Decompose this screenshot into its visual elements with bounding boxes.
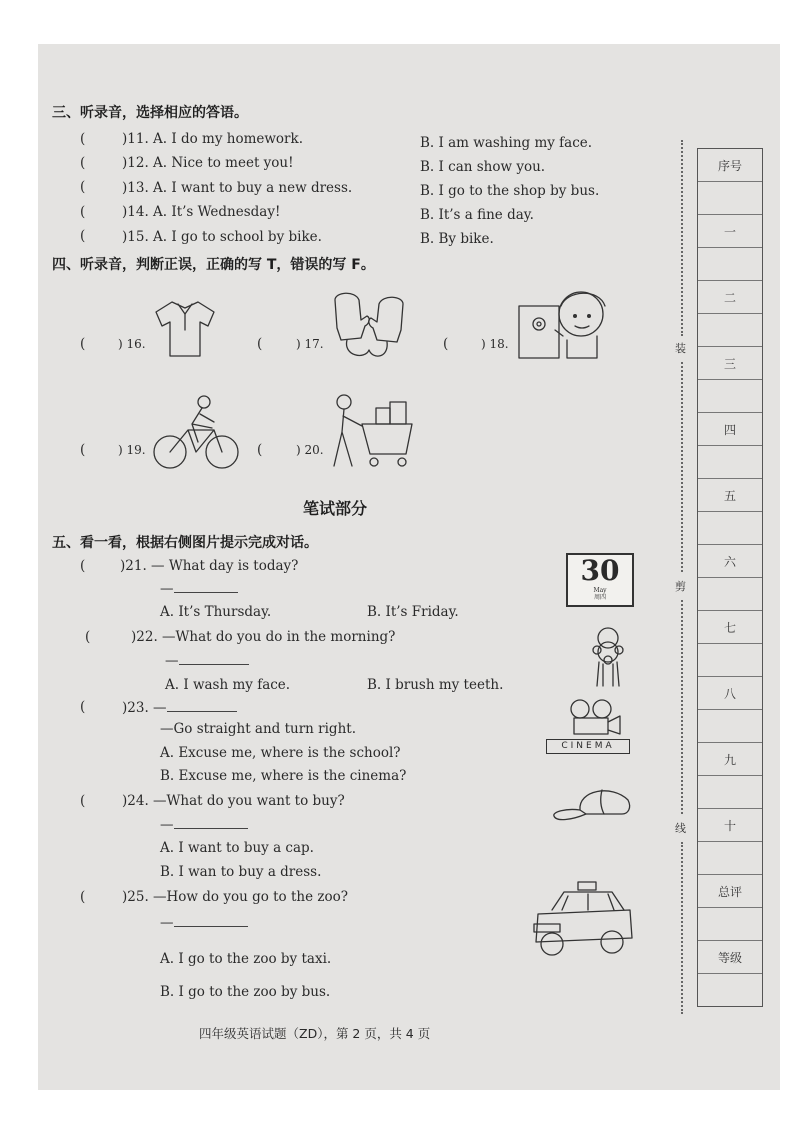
item-19-number: ) 19. bbox=[118, 443, 146, 457]
cut-line-lower bbox=[681, 600, 683, 814]
option-22-b: B. I brush my teeth. bbox=[367, 677, 504, 693]
score-cell bbox=[698, 578, 762, 611]
question-13: )13. A. I want to buy a new dress. bbox=[122, 180, 353, 196]
score-cell bbox=[698, 512, 762, 545]
answer-paren-11: ( bbox=[80, 131, 86, 147]
score-row-label: 五 bbox=[698, 479, 762, 512]
question-23-text: )23. — bbox=[122, 700, 167, 716]
girl-washing-face-icon bbox=[585, 626, 631, 688]
answer-paren-13: ( bbox=[80, 179, 86, 195]
option-15-b: B. By bike. bbox=[420, 231, 494, 247]
cap-icon bbox=[552, 784, 632, 830]
score-cell bbox=[698, 380, 762, 413]
score-row-label: 七 bbox=[698, 611, 762, 644]
answer-paren-24: ( bbox=[80, 793, 86, 809]
cut-label-3: 线 bbox=[675, 822, 686, 835]
score-row-label: 六 bbox=[698, 545, 762, 578]
score-cell bbox=[698, 908, 762, 941]
cut-line-middle bbox=[681, 362, 683, 572]
answer-line-21 bbox=[160, 580, 238, 597]
total-score-label: 总评 bbox=[698, 875, 762, 908]
calendar-day: 30 bbox=[580, 554, 620, 587]
option-23-b: B. Excuse me, where is the cinema? bbox=[160, 768, 407, 784]
question-11: )11. A. I do my homework. bbox=[122, 131, 303, 147]
question-14: )14. A. It’s Wednesday! bbox=[122, 204, 281, 220]
option-23-a: A. Excuse me, where is the school? bbox=[160, 745, 401, 761]
mittens-icon bbox=[325, 290, 413, 362]
item-16-number: ) 16. bbox=[118, 337, 146, 351]
answer-paren-18: ( bbox=[443, 336, 449, 352]
option-14-b: B. It’s a fine day. bbox=[420, 207, 534, 223]
answer-paren-23: ( bbox=[80, 699, 86, 715]
answer-paren-21: ( bbox=[80, 558, 86, 574]
question-21: )21. — What day is today? bbox=[120, 558, 299, 574]
dash-24: — bbox=[160, 817, 174, 833]
boy-drawing-icon bbox=[515, 284, 615, 364]
question-25: )25. —How do you go to the zoo? bbox=[122, 889, 348, 905]
score-row-label: 一 bbox=[698, 215, 762, 248]
blank-21 bbox=[174, 580, 238, 593]
option-25-a: A. I go to the zoo by taxi. bbox=[160, 951, 332, 967]
cinema-sign: CINEMA bbox=[546, 739, 630, 754]
dash-25: — bbox=[160, 915, 174, 931]
score-cell bbox=[698, 842, 762, 875]
answer-paren-16: ( bbox=[80, 336, 86, 352]
cut-label-2: 剪 bbox=[675, 580, 686, 593]
score-row-label: 九 bbox=[698, 743, 762, 776]
taxi-icon bbox=[532, 880, 636, 962]
question-15: )15. A. I go to school by bike. bbox=[122, 229, 322, 245]
score-cell bbox=[698, 182, 762, 215]
score-cell bbox=[698, 248, 762, 281]
score-cell bbox=[698, 776, 762, 809]
answer-paren-20: ( bbox=[257, 442, 263, 458]
score-cell bbox=[698, 446, 762, 479]
option-12-b: B. I can show you. bbox=[420, 159, 546, 175]
answer-paren-17: ( bbox=[257, 336, 263, 352]
written-section-heading: 笔试部分 bbox=[303, 499, 368, 518]
item-17-number: ) 17. bbox=[296, 337, 324, 351]
reply-23: —Go straight and turn right. bbox=[160, 721, 356, 737]
question-12: )12. A. Nice to meet you! bbox=[122, 155, 294, 171]
item-18-number: ) 18. bbox=[481, 337, 509, 351]
answer-paren-12: ( bbox=[80, 155, 86, 171]
section3-title: 三、听录音，选择相应的答语。 bbox=[52, 105, 248, 121]
score-cell bbox=[698, 974, 762, 1006]
grade-label: 等级 bbox=[698, 941, 762, 974]
option-21-a: A. It’s Thursday. bbox=[160, 604, 272, 620]
section5-title: 五、看一看，根据右侧图片提示完成对话。 bbox=[52, 535, 318, 551]
calendar-month: May bbox=[593, 587, 607, 594]
blank-25 bbox=[174, 914, 248, 927]
blank-24 bbox=[174, 816, 248, 829]
option-22-a: A. I wash my face. bbox=[165, 677, 291, 693]
score-row-label: 三 bbox=[698, 347, 762, 380]
answer-line-24 bbox=[160, 816, 248, 833]
cut-label-1: 装 bbox=[675, 342, 686, 355]
answer-paren-19: ( bbox=[80, 442, 86, 458]
score-table bbox=[697, 148, 763, 1007]
option-24-b: B. I wan to buy a dress. bbox=[160, 864, 322, 880]
blank-22 bbox=[179, 652, 249, 665]
option-11-b: B. I am washing my face. bbox=[420, 135, 593, 151]
score-table-header: 序号 bbox=[698, 149, 762, 182]
item-20-number: ) 20. bbox=[296, 443, 324, 457]
answer-paren-22: ( bbox=[85, 629, 91, 645]
score-row-label: 八 bbox=[698, 677, 762, 710]
cut-line-bottom bbox=[681, 842, 683, 1014]
projector-icon bbox=[562, 698, 622, 736]
page-footer: 四年级英语试题（ZD），第 2 页，共 4 页 bbox=[199, 1026, 431, 1041]
calendar-icon bbox=[566, 553, 634, 607]
option-24-a: A. I want to buy a cap. bbox=[160, 840, 314, 856]
question-23 bbox=[122, 699, 237, 716]
score-row-label: 二 bbox=[698, 281, 762, 314]
section4-title: 四、听录音，判断正误，正确的写 T，错误的写 F。 bbox=[52, 257, 375, 273]
score-cell bbox=[698, 314, 762, 347]
answer-paren-15: ( bbox=[80, 228, 86, 244]
shopping-cart-icon bbox=[328, 392, 424, 472]
score-row-label: 四 bbox=[698, 413, 762, 446]
question-22: )22. —What do you do in the morning? bbox=[131, 629, 396, 645]
answer-paren-25: ( bbox=[80, 889, 86, 905]
option-25-b: B. I go to the zoo by bus. bbox=[160, 984, 331, 1000]
shirt-icon bbox=[152, 296, 218, 360]
score-row-label: 十 bbox=[698, 809, 762, 842]
option-13-b: B. I go to the shop by bus. bbox=[420, 183, 600, 199]
question-24: )24. —What do you want to buy? bbox=[122, 793, 345, 809]
dash-21: — bbox=[160, 581, 174, 597]
option-21-b: B. It’s Friday. bbox=[367, 604, 459, 620]
cut-line-top bbox=[681, 140, 683, 336]
answer-line-22 bbox=[165, 652, 249, 669]
cyclist-icon bbox=[152, 394, 242, 474]
dash-22: — bbox=[165, 653, 179, 669]
score-cell bbox=[698, 644, 762, 677]
blank-23 bbox=[167, 699, 237, 712]
score-cell bbox=[698, 710, 762, 743]
answer-line-25 bbox=[160, 914, 248, 931]
calendar-weekday: 周四 bbox=[593, 594, 606, 601]
answer-paren-14: ( bbox=[80, 204, 86, 220]
